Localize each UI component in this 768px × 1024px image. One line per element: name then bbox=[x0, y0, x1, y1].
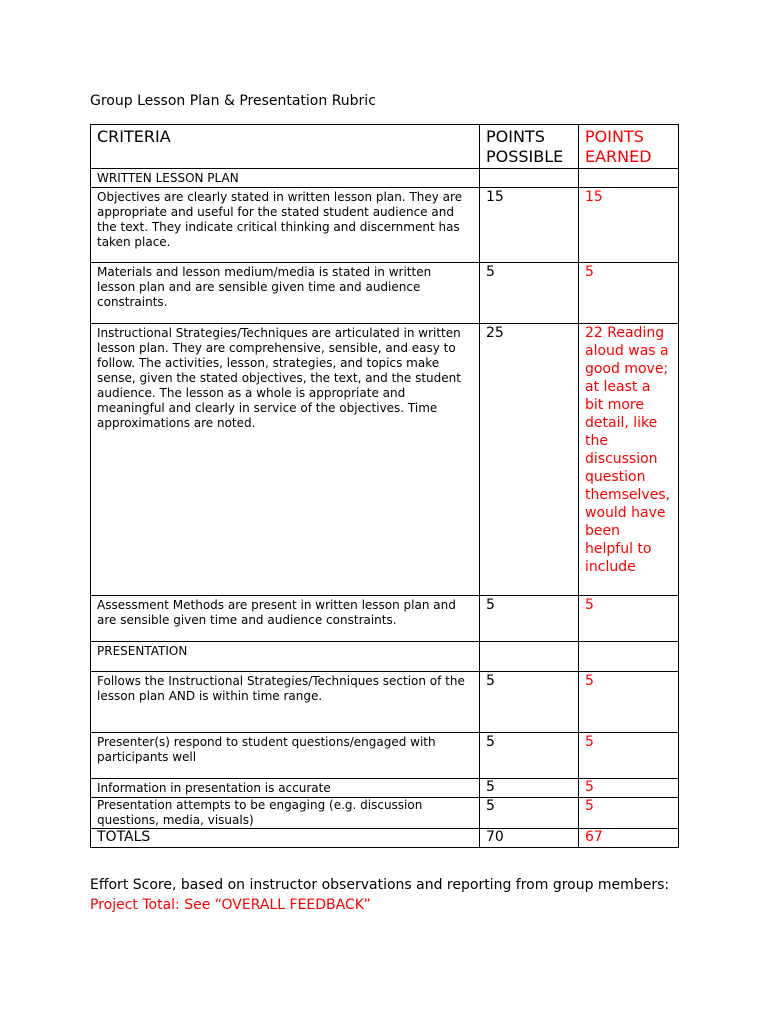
empty-cell bbox=[579, 169, 679, 188]
points-earned-cell: 22 Reading aloud was a good move; at least a bit more detail, like the discussion question themselves, would have been helpful to include bbox=[579, 324, 679, 596]
criteria-cell: Presenter(s) respond to student questions/engaged with participants well bbox=[91, 733, 480, 779]
section-row bbox=[91, 169, 679, 188]
table-row bbox=[91, 798, 679, 829]
effort-score-line: Effort Score, based on instructor observations and reporting from group members: bbox=[90, 877, 670, 893]
table-row bbox=[91, 188, 679, 263]
totals-possible: 70 bbox=[480, 829, 579, 848]
points-possible-cell: 25 bbox=[480, 324, 579, 596]
criteria-cell: Assessment Methods are present in written lesson plan and are sensible given time and audience constraints. bbox=[91, 596, 480, 642]
rubric-table bbox=[90, 124, 679, 848]
section-written-lesson-plan: WRITTEN LESSON PLAN bbox=[91, 169, 480, 188]
points-possible-cell: 5 bbox=[480, 779, 579, 798]
header-points-earned: POINTS EARNED bbox=[579, 125, 679, 169]
header-criteria: CRITERIA bbox=[91, 125, 480, 169]
points-earned-cell: 5 bbox=[579, 733, 679, 779]
points-earned-cell: 5 bbox=[579, 779, 679, 798]
totals-label: TOTALS bbox=[91, 829, 480, 848]
points-earned-cell: 5 bbox=[579, 798, 679, 829]
points-earned-cell: 15 bbox=[579, 188, 679, 263]
section-row bbox=[91, 642, 679, 672]
project-total-line: Project Total: See “OVERALL FEEDBACK” bbox=[90, 897, 371, 913]
criteria-cell: Presentation attempts to be engaging (e.g. discussion questions, media, visuals) bbox=[91, 798, 480, 829]
criteria-cell: Follows the Instructional Strategies/Techniques section of the lesson plan AND is within time range. bbox=[91, 672, 480, 733]
table-row bbox=[91, 263, 679, 324]
table-row bbox=[91, 779, 679, 798]
points-possible-cell: 5 bbox=[480, 672, 579, 733]
table-row bbox=[91, 324, 679, 596]
header-points-possible: POINTS POSSIBLE bbox=[480, 125, 579, 169]
empty-cell bbox=[480, 169, 579, 188]
table-row bbox=[91, 733, 679, 779]
criteria-cell: Objectives are clearly stated in written lesson plan. They are appropriate and useful for the stated student audience and the text. They indicate critical thinking and discernment has taken place. bbox=[91, 188, 480, 263]
empty-cell bbox=[480, 642, 579, 672]
page-title: Group Lesson Plan & Presentation Rubric bbox=[90, 93, 376, 109]
criteria-cell: Instructional Strategies/Techniques are articulated in written lesson plan. They are comprehensive, sensible, and easy to follow. The activities, lesson, strategies, and topics make sense, given the stated objectives, the text, and the student audience. The lesson as a whole is appropriate and meaningful and clearly in service of the objectives. Time approximations are noted. bbox=[91, 324, 480, 596]
table-row bbox=[91, 672, 679, 733]
totals-row bbox=[91, 829, 679, 848]
points-possible-cell: 15 bbox=[480, 188, 579, 263]
points-possible-cell: 5 bbox=[480, 733, 579, 779]
criteria-cell: Information in presentation is accurate bbox=[91, 779, 480, 798]
section-presentation: PRESENTATION bbox=[91, 642, 480, 672]
points-possible-cell: 5 bbox=[480, 596, 579, 642]
table-row bbox=[91, 596, 679, 642]
points-possible-cell: 5 bbox=[480, 263, 579, 324]
totals-earned: 67 bbox=[579, 829, 679, 848]
points-earned-cell: 5 bbox=[579, 263, 679, 324]
points-earned-cell: 5 bbox=[579, 596, 679, 642]
points-earned-cell: 5 bbox=[579, 672, 679, 733]
points-possible-cell: 5 bbox=[480, 798, 579, 829]
header-row bbox=[91, 125, 679, 169]
empty-cell bbox=[579, 642, 679, 672]
criteria-cell: Materials and lesson medium/media is stated in written lesson plan and are sensible given time and audience constraints. bbox=[91, 263, 480, 324]
